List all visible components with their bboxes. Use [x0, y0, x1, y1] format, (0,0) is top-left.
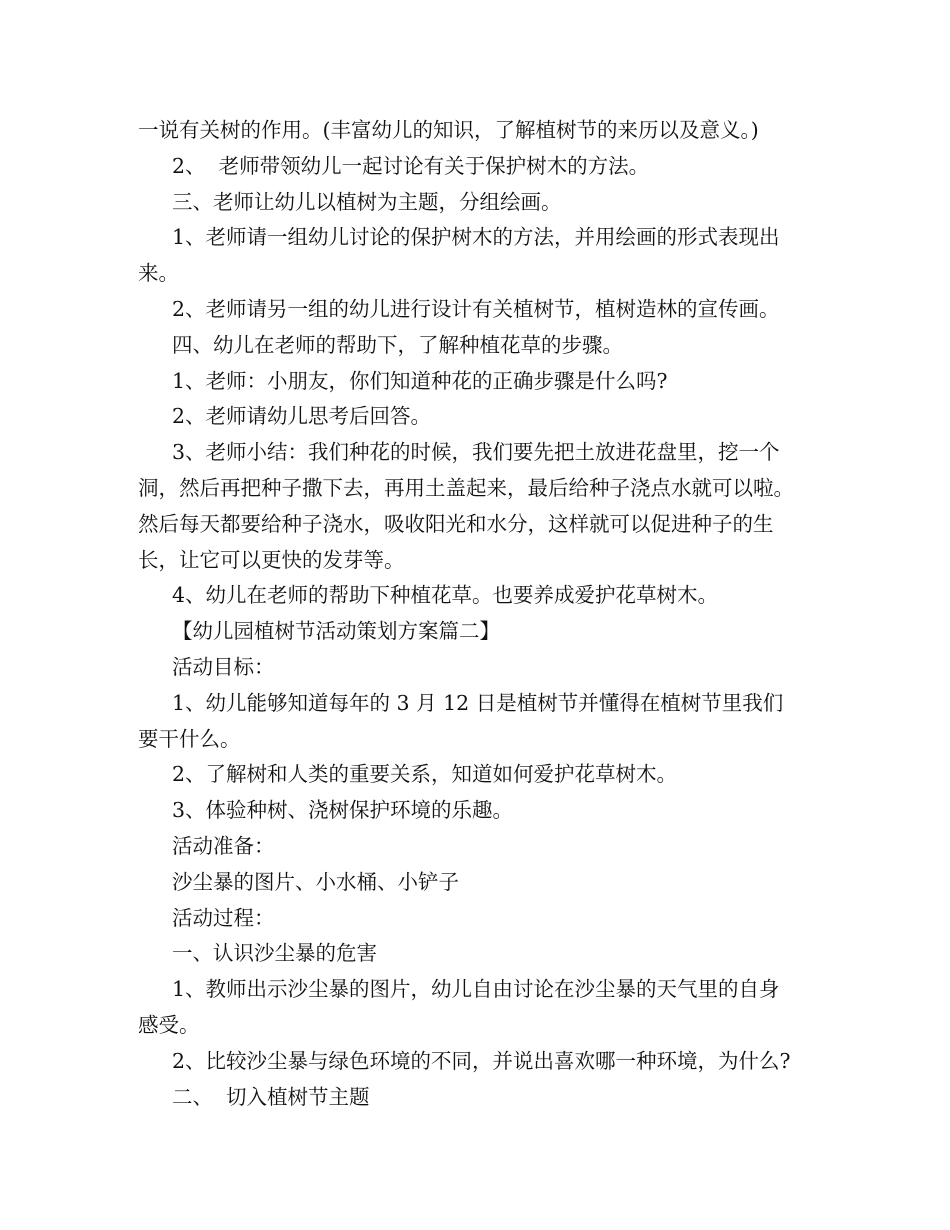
text-line: 长，让它可以更快的发芽等。: [138, 547, 405, 572]
text-line: 沙尘暴的图片、小水桶、小铲子: [172, 869, 459, 894]
section-heading: 二、 切入植树节主题: [172, 1084, 370, 1109]
text-line: 2、比较沙尘暴与绿色环境的不同，并说出喜欢哪一种环境，为什么?: [172, 1048, 791, 1073]
text-line: 4、幼儿在老师的帮助下种植花草。也要养成爱护花草树木。: [172, 583, 719, 608]
text-line: 一说有关树的作用。(丰富幼儿的知识，了解植树节的来历以及意义。): [138, 118, 759, 142]
section-heading: 四、幼儿在老师的帮助下，了解种植花草的步骤。: [172, 332, 623, 357]
text-line: 然后每天都要给种子浇水，吸收阳光和水分，这样就可以促进种子的生: [138, 511, 774, 536]
section-heading: 三、老师让幼儿以植树为主题，分组绘画。: [172, 189, 562, 214]
text-line: 感受。: [138, 1012, 200, 1037]
text-line: 2、 老师带领幼儿一起讨论有关于保护树木的方法。: [172, 153, 650, 178]
text-line: 1、老师请一组幼儿讨论的保护树木的方法，并用绘画的形式表现出: [172, 225, 780, 250]
text-line: 来。: [138, 261, 179, 286]
section-heading: 一、认识沙尘暴的危害: [172, 941, 377, 966]
section-heading: 活动目标：: [172, 654, 275, 679]
text-line: 2、了解树和人类的重要关系，知道如何爱护花草树木。: [172, 762, 678, 787]
text-line: 要干什么。: [138, 726, 241, 751]
text-line: 2、老师请另一组的幼儿进行设计有关植树节，植树造林的宣传画。: [172, 296, 780, 321]
section-heading: 活动准备：: [172, 833, 275, 858]
text-line: 3、老师小结：我们种花的时候，我们要先把土放进花盘里，挖一个: [172, 440, 780, 465]
text-line: 2、老师请幼儿思考后回答。: [172, 404, 432, 429]
text-line: 1、幼儿能够知道每年的 3 月 12 日是植树节并懂得在植树节里我们: [172, 690, 784, 715]
text-line: 3、体验种树、浇树保护环境的乐趣。: [172, 798, 514, 823]
article-heading: 【幼儿园植树节活动策划方案篇二】: [172, 619, 500, 644]
text-line: 1、老师：小朋友，你们知道种花的正确步骤是什么吗?: [172, 368, 668, 393]
text-line: 洞，然后再把种子撒下去，再用土盖起来，最后给种子浇点水就可以啦。: [138, 475, 794, 500]
text-line: 1、教师出示沙尘暴的图片，幼儿自由讨论在沙尘暴的天气里的自身: [172, 977, 780, 1002]
section-heading: 活动过程：: [172, 905, 275, 930]
document-body: [138, 113, 818, 1115]
